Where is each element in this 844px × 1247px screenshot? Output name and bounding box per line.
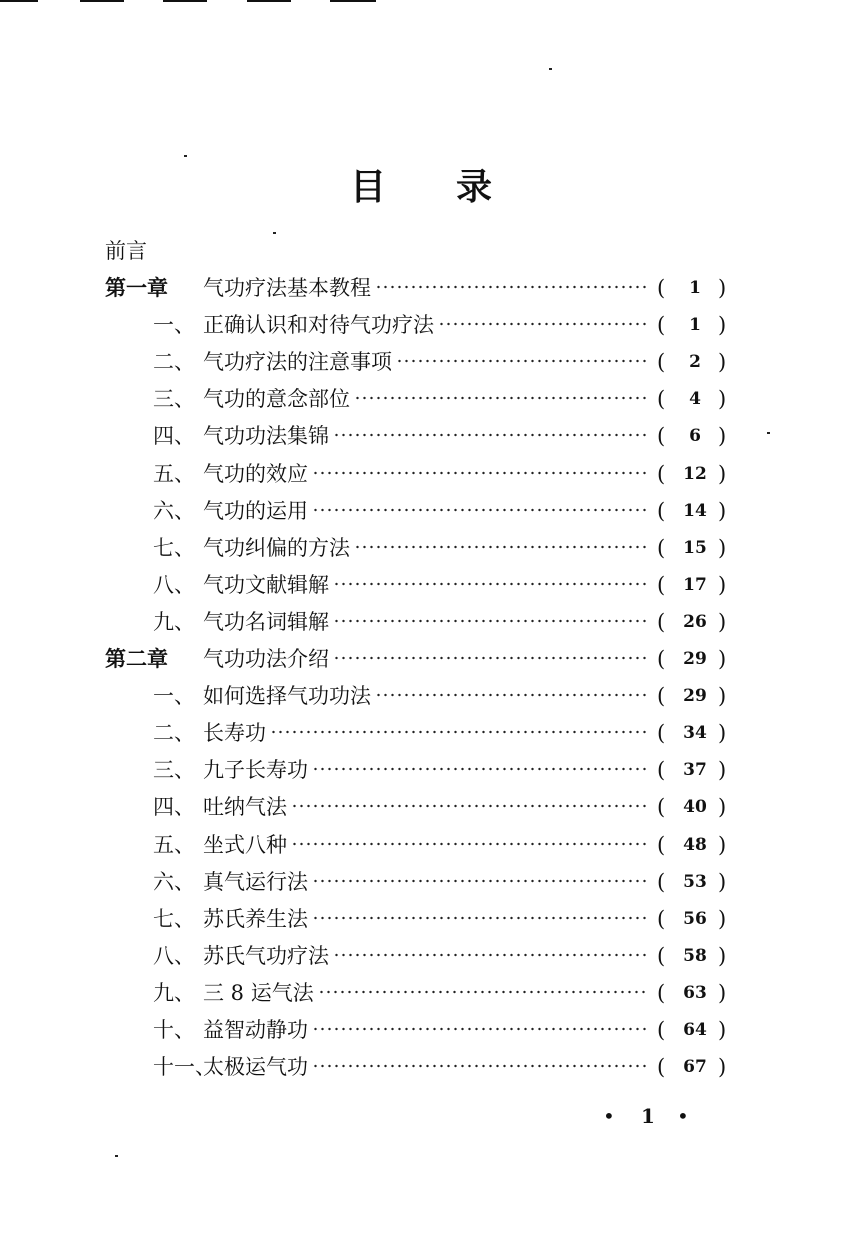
- dot-leader: [312, 767, 648, 771]
- toc-entry-label: 十、: [153, 1018, 195, 1042]
- page-paren-left: (: [657, 1018, 666, 1042]
- toc-entry-page: 67: [683, 1057, 707, 1077]
- title-char-1: 目: [350, 166, 387, 208]
- toc-entry-label: 二、: [153, 721, 195, 745]
- page-paren-right: ): [718, 1018, 727, 1042]
- toc-section-entry[interactable]: [0, 347, 844, 377]
- toc-entry-page: 58: [683, 946, 707, 966]
- toc-entry-title: 益智动静功: [203, 1018, 308, 1042]
- toc-entry-title: 正确认识和对待气功疗法: [203, 313, 434, 337]
- toc-entry-label: 十一、: [153, 1055, 216, 1079]
- toc-chapter-entry[interactable]: [0, 273, 844, 303]
- page-paren-left: (: [657, 499, 666, 523]
- toc-section-entry[interactable]: [0, 978, 844, 1008]
- toc-section-entry[interactable]: [0, 681, 844, 711]
- toc-entry-title: 气功的效应: [203, 462, 308, 486]
- dot-leader: [312, 1064, 648, 1068]
- toc-section-entry[interactable]: [0, 459, 844, 489]
- toc-entry-label: 六、: [153, 870, 195, 894]
- toc-section-entry[interactable]: [0, 607, 844, 637]
- page-paren-right: ): [718, 721, 727, 745]
- toc-entry-title: 太极运气功: [203, 1055, 308, 1079]
- toc-entry-label: 八、: [153, 573, 195, 597]
- dot-leader: [333, 656, 648, 660]
- toc-entry-page: 1: [689, 315, 701, 335]
- toc-entry-title: 长寿功: [203, 721, 266, 745]
- toc-entry-page: 37: [683, 760, 707, 780]
- page-paren-right: ): [718, 833, 727, 857]
- toc-entry-page: 6: [689, 426, 701, 446]
- toc-entry-label: 第一章: [105, 275, 168, 300]
- toc-entry-page: 53: [683, 872, 707, 892]
- page-paren-right: ): [718, 758, 727, 782]
- toc-entry-title: 苏氏气功疗法: [203, 944, 329, 968]
- toc-entry-page: 2: [689, 352, 701, 372]
- dot-leader: [333, 619, 648, 623]
- toc-entry-label: 五、: [153, 462, 195, 486]
- toc-entry-label: 六、: [153, 499, 195, 523]
- toc-entry-page: 64: [683, 1020, 707, 1040]
- toc-entry-label: 四、: [153, 795, 195, 819]
- toc-section-entry[interactable]: [0, 792, 844, 822]
- toc-entry-title: 气功名词辑解: [203, 610, 329, 634]
- toc-entry-title: 苏氏养生法: [203, 907, 308, 931]
- page-paren-left: (: [657, 833, 666, 857]
- page-paren-right: ): [718, 573, 727, 597]
- toc-entry-label: 一、: [153, 313, 195, 337]
- page-paren-left: (: [657, 573, 666, 597]
- page-paren-right: ): [718, 981, 727, 1005]
- preface-label: 前言: [105, 239, 147, 263]
- toc-section-entry[interactable]: [0, 384, 844, 414]
- page-number-bullet-left: •: [603, 1104, 615, 1128]
- toc-section-entry[interactable]: [0, 1015, 844, 1045]
- toc-entry-title: 坐式八种: [203, 833, 287, 857]
- dot-leader: [312, 471, 648, 475]
- page-paren-left: (: [657, 758, 666, 782]
- toc-entry-label: 七、: [153, 907, 195, 931]
- dot-leader: [333, 433, 648, 437]
- dot-leader: [318, 990, 648, 994]
- toc-section-entry[interactable]: [0, 904, 844, 934]
- dot-leader: [270, 730, 648, 734]
- page-paren-right: ): [718, 387, 727, 411]
- dot-leader: [312, 1027, 648, 1031]
- toc-entry-title: 气功功法集锦: [203, 424, 329, 448]
- toc-section-entry[interactable]: [0, 867, 844, 897]
- page-paren-left: (: [657, 313, 666, 337]
- title-char-2: 录: [456, 166, 493, 208]
- page-number: [603, 1102, 693, 1130]
- toc-chapter-entry[interactable]: [0, 644, 844, 674]
- toc-entry-page: 63: [683, 983, 707, 1003]
- toc-entry-page: 17: [683, 575, 707, 595]
- toc-entry-page: 14: [683, 501, 707, 521]
- toc-entry-page: 56: [683, 909, 707, 929]
- toc-entry-page: 26: [683, 612, 707, 632]
- page-paren-right: ): [718, 276, 727, 300]
- toc-entry-title: 气功的意念部位: [203, 387, 350, 411]
- dot-leader: [354, 396, 648, 400]
- page-paren-right: ): [718, 536, 727, 560]
- toc-entry-label: 七、: [153, 536, 195, 560]
- toc-entry-label: 二、: [153, 350, 195, 374]
- page-paren-left: (: [657, 647, 666, 671]
- toc-entry-page: 40: [683, 797, 707, 817]
- toc-entry-title: 气功疗法的注意事项: [203, 350, 392, 374]
- toc-section-entry[interactable]: [0, 310, 844, 340]
- page-paren-left: (: [657, 870, 666, 894]
- page-paren-left: (: [657, 684, 666, 708]
- page-number-bullet-right: •: [677, 1104, 689, 1128]
- dot-leader: [312, 916, 648, 920]
- toc-section-entry[interactable]: [0, 941, 844, 971]
- toc-entry-label: 八、: [153, 944, 195, 968]
- toc-section-entry[interactable]: [0, 755, 844, 785]
- dot-leader: [396, 359, 648, 363]
- page-paren-left: (: [657, 981, 666, 1005]
- toc-entry-title: 气功疗法基本教程: [203, 276, 371, 300]
- toc-entry-page: 15: [683, 538, 707, 558]
- toc-entry-title: 吐纳气法: [203, 795, 287, 819]
- toc-section-entry[interactable]: [0, 496, 844, 526]
- page-paren-right: ): [718, 870, 727, 894]
- toc-section-entry[interactable]: [0, 718, 844, 748]
- page-number-value: 1: [641, 1104, 655, 1128]
- page-paren-left: (: [657, 536, 666, 560]
- page-paren-right: ): [718, 647, 727, 671]
- dot-leader: [375, 693, 648, 697]
- dot-leader: [333, 953, 648, 957]
- toc-entry-page: 29: [683, 686, 707, 706]
- dot-leader: [354, 545, 648, 549]
- dot-leader: [312, 879, 648, 883]
- toc-section-entry[interactable]: [0, 570, 844, 600]
- toc-entry-title: 气功的运用: [203, 499, 308, 523]
- page-paren-left: (: [657, 350, 666, 374]
- toc-entry-title: 真气运行法: [203, 870, 308, 894]
- page-paren-right: ): [718, 350, 727, 374]
- toc-entry-label: 五、: [153, 833, 195, 857]
- page-paren-right: ): [718, 424, 727, 448]
- toc-entry-page: 4: [689, 389, 701, 409]
- toc-entry-title: 气功功法介绍: [203, 647, 329, 671]
- toc-entry-label: 九、: [153, 610, 195, 634]
- toc-entry-page: 48: [683, 835, 707, 855]
- toc-entry-page: 34: [683, 723, 707, 743]
- page-paren-left: (: [657, 276, 666, 300]
- dot-leader: [291, 804, 648, 808]
- page-paren-right: ): [718, 684, 727, 708]
- toc-entry-title: 气功纠偏的方法: [203, 536, 350, 560]
- page-paren-right: ): [718, 313, 727, 337]
- page-paren-left: (: [657, 424, 666, 448]
- page-paren-right: ): [718, 795, 727, 819]
- page-paren-left: (: [657, 387, 666, 411]
- page-paren-left: (: [657, 1055, 666, 1079]
- dot-leader: [291, 842, 648, 846]
- toc-entry-label: 四、: [153, 424, 195, 448]
- dot-leader: [375, 285, 648, 289]
- toc-entry-label: 三、: [153, 758, 195, 782]
- toc-entry-title: 如何选择气功功法: [203, 684, 371, 708]
- toc-entry-label: 三、: [153, 387, 195, 411]
- page-paren-right: ): [718, 610, 727, 634]
- page-paren-left: (: [657, 721, 666, 745]
- dot-leader: [438, 322, 648, 326]
- dot-leader: [333, 582, 648, 586]
- page-paren-right: ): [718, 1055, 727, 1079]
- page-paren-left: (: [657, 462, 666, 486]
- page-paren-right: ): [718, 499, 727, 523]
- toc-entry-title: 九子长寿功: [203, 758, 308, 782]
- toc-section-entry[interactable]: [0, 533, 844, 563]
- toc-entry-label: 一、: [153, 684, 195, 708]
- page-paren-right: ): [718, 462, 727, 486]
- page-paren-left: (: [657, 610, 666, 634]
- toc-entry-page: 1: [689, 278, 701, 298]
- toc-section-entry[interactable]: [0, 421, 844, 451]
- toc-section-entry[interactable]: [0, 830, 844, 860]
- dot-leader: [312, 508, 648, 512]
- page-paren-left: (: [657, 795, 666, 819]
- toc-entry-page: 29: [683, 649, 707, 669]
- page-paren-right: ): [718, 907, 727, 931]
- toc-entry-page: 12: [683, 464, 707, 484]
- page-paren-left: (: [657, 907, 666, 931]
- toc-entry-title: 气功文献辑解: [203, 573, 329, 597]
- toc-entry-title: 三 8 运气法: [203, 981, 314, 1005]
- page-paren-left: (: [657, 944, 666, 968]
- page-paren-right: ): [718, 944, 727, 968]
- toc-entry-label: 第二章: [105, 646, 168, 671]
- toc-entry-label: 九、: [153, 981, 195, 1005]
- toc-section-entry[interactable]: [0, 1052, 844, 1082]
